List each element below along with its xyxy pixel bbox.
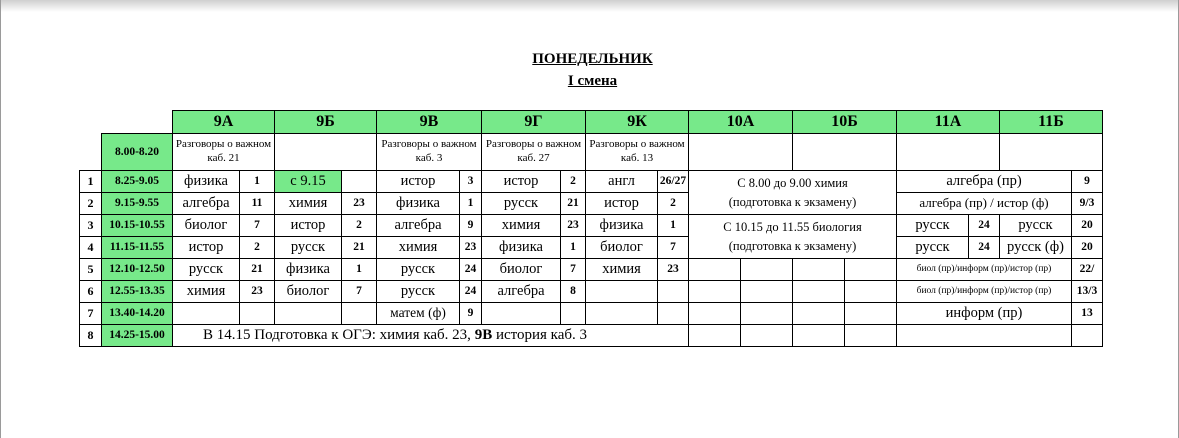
lesson-row-2 [80, 193, 1103, 215]
room-9a: 11 [240, 193, 275, 215]
schedule-table [79, 110, 1103, 347]
room-9g: 8 [561, 281, 586, 303]
empty-cell [741, 303, 793, 325]
subject-11: алгебра (пр) / истор (ф) [897, 193, 1072, 215]
time-slot: 13.40-14.20 [102, 303, 173, 325]
room-9b: 21 [342, 237, 377, 259]
empty-cell [342, 303, 377, 325]
empty-cell [897, 325, 1072, 347]
subject-9g: русск [482, 193, 561, 215]
room-9a: 7 [240, 215, 275, 237]
subject-9b: с 9.15 [275, 171, 342, 193]
room-9g: 7 [561, 259, 586, 281]
room-9v: 9 [460, 215, 482, 237]
talk-9a: Разговоры о важном каб. 21 [173, 134, 275, 171]
lesson-number: 1 [80, 171, 102, 193]
note-line: С 10.15 до 11.55 биология [723, 220, 862, 235]
subject-9b: русск [275, 237, 342, 259]
subject-9a: русск [173, 259, 240, 281]
day-title: ПОНЕДЕЛЬНИК [532, 51, 653, 67]
time-slot: 12.55-13.35 [102, 281, 173, 303]
class-header-11b: 11Б [1000, 111, 1103, 134]
empty-cell [793, 325, 845, 347]
subject-9v: истор [377, 171, 460, 193]
subject-9g: истор [482, 171, 561, 193]
subject-9v: алгебра [377, 215, 460, 237]
class-header-9b: 9Б [275, 111, 377, 134]
room-9b: 7 [342, 281, 377, 303]
empty-cell [561, 303, 586, 325]
room-9g: 2 [561, 171, 586, 193]
empty-cell [689, 134, 793, 171]
subject-9b: химия [275, 193, 342, 215]
room-9v: 9 [460, 303, 482, 325]
empty-cell [689, 325, 741, 347]
room-9b: 2 [342, 215, 377, 237]
footer-text: история каб. 3 [492, 327, 588, 344]
empty-cell [793, 281, 845, 303]
empty-cell [173, 303, 240, 325]
room-9b [342, 171, 377, 193]
subject-9a: физика [173, 171, 240, 193]
empty-cell [689, 259, 741, 281]
subject-9b: биолог [275, 281, 342, 303]
footer-class: 9В [474, 327, 493, 344]
room-9k: 26/27 [658, 171, 689, 193]
oge-preparation-note [173, 325, 689, 347]
empty-cell [897, 134, 1000, 171]
room-9k: 23 [658, 259, 689, 281]
subject-9v: русск [377, 259, 460, 281]
empty-cell [1000, 134, 1103, 171]
subject-9a: алгебра [173, 193, 240, 215]
class-header-9a: 9А [173, 111, 275, 134]
room-9v: 24 [460, 281, 482, 303]
empty-cell [845, 259, 897, 281]
subject-9k: физика [586, 215, 658, 237]
talk-9k: Разговоры о важном каб. 13 [586, 134, 689, 171]
room-11b: 20 [1072, 215, 1103, 237]
time-slot: 8.00-8.20 [102, 134, 173, 171]
empty-cell [1072, 325, 1103, 347]
subject-9a: биолог [173, 215, 240, 237]
room-11a: 24 [969, 237, 1000, 259]
empty-cell [275, 134, 377, 171]
room-9k: 2 [658, 193, 689, 215]
lesson-row-8 [80, 325, 1103, 347]
room-9a: 23 [240, 281, 275, 303]
subject-9k: биолог [586, 237, 658, 259]
note-line: (подготовка к экзамену) [728, 194, 857, 209]
empty-cell [741, 325, 793, 347]
talk-9g: Разговоры о важном каб. 27 [482, 134, 586, 171]
lesson-number: 8 [80, 325, 102, 347]
empty-cell [845, 281, 897, 303]
class-header-9v: 9В [377, 111, 482, 134]
classes-hour-row [80, 134, 1103, 171]
subject-11: информ (пр) [897, 303, 1072, 325]
room-11: 22/ [1072, 259, 1103, 281]
time-slot: 14.25-15.00 [102, 325, 173, 347]
empty-cell [586, 281, 658, 303]
empty-cell [689, 303, 741, 325]
room-9v: 23 [460, 237, 482, 259]
empty-cell [689, 281, 741, 303]
room-9v: 1 [460, 193, 482, 215]
subject-9g: алгебра [482, 281, 561, 303]
room-9k: 1 [658, 215, 689, 237]
lesson-number: 4 [80, 237, 102, 259]
lesson-number: 2 [80, 193, 102, 215]
room-9g: 1 [561, 237, 586, 259]
empty-cell [741, 281, 793, 303]
empty-cell [741, 259, 793, 281]
subject-9v: матем (ф) [377, 303, 460, 325]
time-slot: 8.25-9.05 [102, 171, 173, 193]
subject-9v: физика [377, 193, 460, 215]
room-9a: 1 [240, 171, 275, 193]
lesson-number: 5 [80, 259, 102, 281]
room-9a: 21 [240, 259, 275, 281]
lesson-number: 3 [80, 215, 102, 237]
room-11a: 24 [969, 215, 1000, 237]
subject-11b: русск [1000, 215, 1072, 237]
subject-9a: химия [173, 281, 240, 303]
lesson-row-4 [80, 237, 1103, 259]
lesson-row-3 [80, 215, 1103, 237]
time-slot: 11.15-11.55 [102, 237, 173, 259]
room-9v: 3 [460, 171, 482, 193]
subject-9k: англ [586, 171, 658, 193]
room-9k: 7 [658, 237, 689, 259]
time-slot: 12.10-12.50 [102, 259, 173, 281]
room-9v: 24 [460, 259, 482, 281]
class-header-10b: 10Б [793, 111, 897, 134]
lesson-row-5 [80, 259, 1103, 281]
talk-9v: Разговоры о важном каб. 3 [377, 134, 482, 171]
subject-9v: химия [377, 237, 460, 259]
subject-11: алгебра (пр) [897, 171, 1072, 193]
room-9a: 2 [240, 237, 275, 259]
room-11: 9/3 [1072, 193, 1103, 215]
empty-cell [275, 303, 342, 325]
subject-9g: физика [482, 237, 561, 259]
lesson-number: 6 [80, 281, 102, 303]
empty-cell [586, 303, 658, 325]
subject-9a: истор [173, 237, 240, 259]
class-header-10a: 10А [689, 111, 793, 134]
empty-cell [793, 303, 845, 325]
lesson-row-1 [80, 171, 1103, 193]
empty-cell [240, 303, 275, 325]
subject-9b: физика [275, 259, 342, 281]
empty-cell [845, 303, 897, 325]
empty-cell [793, 134, 897, 171]
room-9g: 23 [561, 215, 586, 237]
subject-9k: химия [586, 259, 658, 281]
empty-cell [658, 281, 689, 303]
room-9b: 1 [342, 259, 377, 281]
subject-11: биол (пр)/информ (пр)/истор (пр) [897, 281, 1072, 303]
room-11: 13/3 [1072, 281, 1103, 303]
footer-text: В 14.15 Подготовка к ОГЭ: химия каб. 23, [203, 327, 475, 344]
room-9b: 23 [342, 193, 377, 215]
subject-9g: биолог [482, 259, 561, 281]
room-11b: 20 [1072, 237, 1103, 259]
lesson-row-7 [80, 303, 1103, 325]
room-11: 9 [1072, 171, 1103, 193]
subject-11a: русск [897, 237, 969, 259]
tenth-grade-note-chemistry [689, 171, 897, 215]
empty-cell [845, 325, 897, 347]
room-9g: 21 [561, 193, 586, 215]
shift-title: I смена [567, 73, 618, 89]
class-header-9g: 9Г [482, 111, 586, 134]
subject-11: биол (пр)/информ (пр)/истор (пр) [897, 259, 1072, 281]
subject-9v: русск [377, 281, 460, 303]
subject-9b: истор [275, 215, 342, 237]
empty-cell [658, 303, 689, 325]
subject-9k: истор [586, 193, 658, 215]
time-slot: 10.15-10.55 [102, 215, 173, 237]
class-header-row [80, 111, 1103, 134]
subject-9g: химия [482, 215, 561, 237]
tenth-grade-note-biology [689, 215, 897, 259]
subject-11b: русск (ф) [1000, 237, 1072, 259]
class-header-11a: 11А [897, 111, 1000, 134]
time-slot: 9.15-9.55 [102, 193, 173, 215]
note-line: С 8.00 до 9.00 химия [737, 176, 848, 191]
lesson-row-6 [80, 281, 1103, 303]
lesson-number: 7 [80, 303, 102, 325]
class-header-9k: 9К [586, 111, 689, 134]
empty-cell [793, 259, 845, 281]
room-11: 13 [1072, 303, 1103, 325]
note-line: (подготовка к экзамену) [728, 238, 857, 253]
empty-cell [482, 303, 561, 325]
subject-11a: русск [897, 215, 969, 237]
